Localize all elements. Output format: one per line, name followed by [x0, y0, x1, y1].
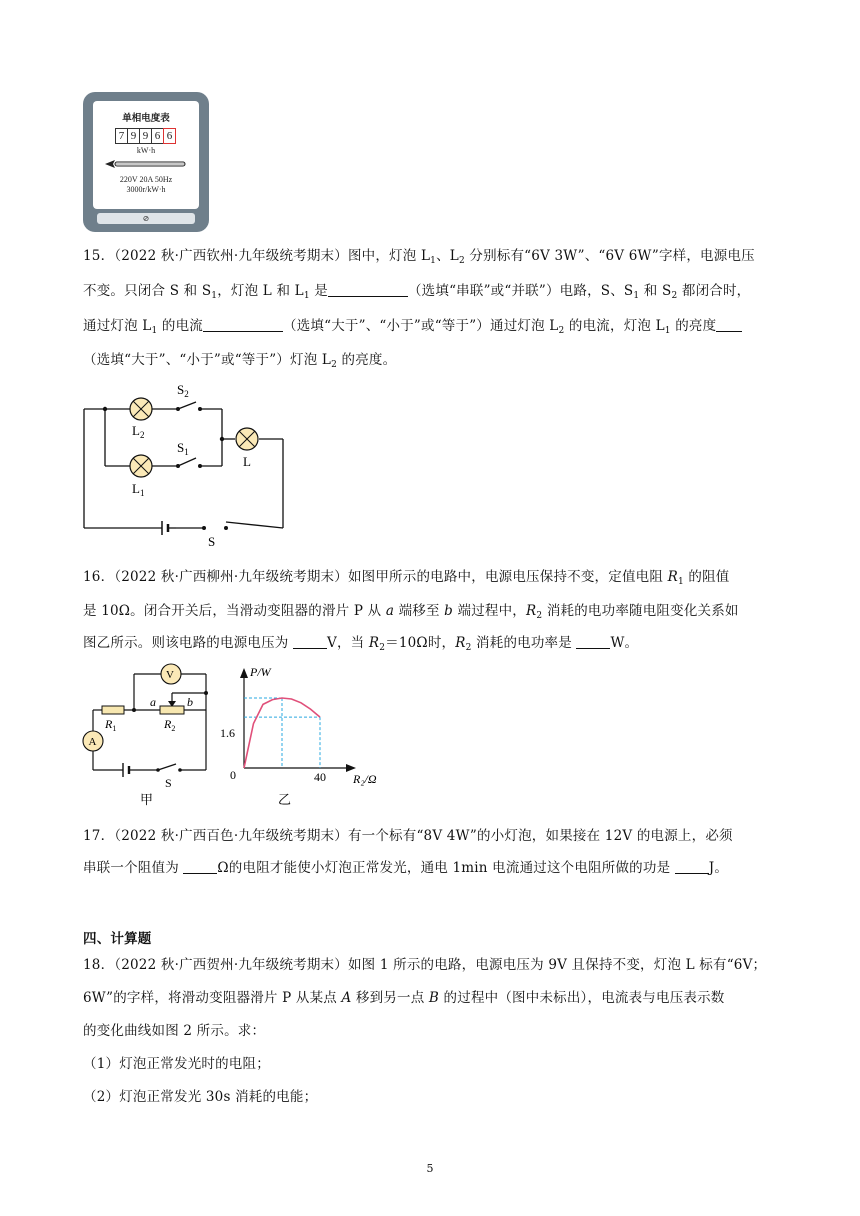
subscript: 2	[558, 326, 565, 336]
meter-digit: 9	[127, 128, 140, 144]
electricity-meter-figure	[83, 92, 209, 232]
answer-blank[interactable]	[293, 634, 327, 649]
label-l1: $L_1$	[132, 481, 145, 498]
label-b: b	[187, 695, 193, 709]
answer-blank[interactable]	[183, 859, 217, 874]
q17-line-1	[83, 826, 733, 846]
subscript: 2	[331, 360, 338, 370]
q15-text: 的亮度	[670, 318, 717, 334]
meter-digit: 7	[115, 128, 128, 144]
subscript: 2	[465, 643, 472, 653]
q16-line-1	[83, 567, 729, 587]
meter-foot	[97, 213, 195, 224]
q18-item-2	[83, 1087, 317, 1107]
q16-text: 消耗的电功率随电阻变化关系如	[542, 603, 739, 619]
meter-spec: 220V 20A 50Hz	[119, 175, 173, 184]
label-s2: $S_2$	[177, 382, 189, 399]
figure-label-yi: 乙	[278, 792, 292, 807]
label-r1: $R_1$	[105, 717, 117, 733]
svg-text:V: V	[166, 669, 174, 681]
answer-blank[interactable]	[203, 317, 283, 332]
q15-text: 的电流，灯泡 L	[564, 318, 665, 334]
figure-label-jia: 甲	[140, 792, 154, 807]
subscript: 1	[677, 577, 684, 587]
subscript: 1	[430, 256, 437, 266]
x-axis-arrow-icon	[346, 764, 356, 772]
label-s: S	[208, 534, 216, 549]
meter-digits	[93, 128, 199, 144]
subscript: 2	[671, 291, 678, 301]
q18-text: 的变化曲线如图 2 所示。求：	[83, 1023, 266, 1039]
label-l: L	[243, 454, 251, 469]
q18-text: 6W”的字样，将滑动变阻器滑片 P 从某点	[83, 990, 342, 1006]
q15-text: 15．（2022 秋·广西钦州·九年级统考期末）图中，灯泡 L	[83, 248, 431, 264]
label-s: S	[165, 776, 172, 790]
y-axis-label: P/W	[250, 665, 271, 679]
subscript: 1	[303, 291, 310, 301]
subscript: 2	[458, 256, 465, 266]
q15-circuit-diagram	[80, 380, 290, 550]
q16-text: 消耗的电功率是	[471, 635, 577, 651]
q15-text: 分别标有“6V 3W”、“6V 6W”字样，电源电压	[464, 248, 755, 264]
meter-digit-decimal: 6	[163, 128, 176, 144]
q16-text: W。	[610, 635, 639, 651]
q17-text: J。	[708, 860, 729, 876]
q15-text: ，灯泡 L 和 L	[217, 283, 304, 299]
origin-label: 0	[230, 768, 236, 782]
meter-unit: kW·h	[136, 146, 156, 155]
q18-text: （2）灯泡正常发光 30s 消耗的电能；	[83, 1089, 318, 1105]
subscript: 2	[536, 611, 543, 621]
q18-item-1	[83, 1054, 270, 1074]
q16-power-chart	[218, 662, 388, 810]
q18-line-2	[83, 988, 725, 1008]
meter-digit: 6	[151, 128, 164, 144]
meter-terminal-icon: ⊘	[142, 214, 150, 223]
q16-var: R	[667, 569, 678, 585]
q15-text: 和 S	[639, 283, 672, 299]
meter-disc-arrow-icon	[101, 158, 191, 170]
label-l2: $L_2$	[132, 423, 145, 440]
meter-constant: 3000r/kW·h	[126, 185, 166, 194]
label-a: a	[150, 695, 156, 709]
q15-text: （选填“大于”、“小于”或“等于”）灯泡 L	[83, 352, 332, 368]
lamp-l-icon	[236, 428, 258, 450]
y-axis-arrow-icon	[240, 668, 248, 678]
q15-text: 不变。只闭合 S 和 S	[83, 283, 212, 299]
lamp-l2-icon	[130, 398, 152, 420]
svg-text:A: A	[88, 736, 97, 748]
q18-text: 的过程中（图中未标出），电流表与电压表示数	[439, 990, 725, 1006]
q16-var: a	[385, 603, 395, 619]
q16-text: 图乙所示。则该电路的电源电压为	[83, 635, 293, 651]
q15-text: 是	[309, 283, 328, 299]
q15-line-4	[83, 350, 396, 370]
meter-digit: 9	[139, 128, 152, 144]
q16-text: 端移至	[394, 603, 445, 619]
q18-text: 18．（2022 秋·广西贺州·九年级统考期末）如图 1 所示的电路，电源电压为 9V 且保持不变，灯泡 L 标有“6V；	[83, 957, 767, 973]
subscript: 1	[211, 291, 218, 301]
q18-text: （1）灯泡正常发光时的电阻；	[83, 1056, 270, 1072]
q16-text: 是 10Ω。闭合开关后，当滑动变阻器的滑片 P 从	[83, 603, 386, 619]
subscript: 1	[633, 291, 640, 301]
q18-var: B	[428, 990, 440, 1006]
lamp-l1-icon	[130, 455, 152, 477]
q18-line-1	[83, 955, 766, 975]
answer-blank[interactable]	[716, 317, 742, 332]
q15-text: 都闭合时，	[677, 283, 751, 299]
meter-face	[93, 101, 199, 209]
q15-text: 的电流	[157, 318, 203, 334]
ammeter-icon	[83, 731, 103, 751]
q16-var: R	[526, 603, 537, 619]
subscript: 2	[379, 643, 386, 653]
q16-text: 16．（2022 秋·广西柳州·九年级统考期末）如图甲所示的电路中，电源电压保持不变，定值电阻	[83, 569, 668, 585]
q15-text: 、L	[436, 248, 459, 264]
subscript: 1	[664, 326, 671, 336]
q15-text: 的亮度。	[337, 352, 397, 368]
q17-text: 串联一个阻值为	[83, 860, 184, 876]
label-r2: $R_2$	[164, 717, 176, 733]
y-tick-label: 1.6	[220, 726, 235, 740]
q18-line-3	[83, 1021, 265, 1041]
q16-var: R	[368, 635, 380, 651]
q16-text: V，当	[327, 635, 369, 651]
q18-text: 移到另一点	[351, 990, 429, 1006]
label-s1: $S_1$	[177, 440, 189, 457]
q16-text: 端过程中，	[453, 603, 527, 619]
q15-text: （选填“大于”、“小于”或“等于”）通过灯泡 L	[283, 318, 559, 334]
answer-blank[interactable]	[328, 282, 408, 297]
q18-var: A	[341, 990, 352, 1006]
q17-text: Ω的电阻才能使小灯泡正常发光，通电 1min 电流通过这个电阻所做的功是	[217, 860, 675, 876]
q15-text: （选填“串联”或“并联”）电路，S、S	[407, 283, 634, 299]
voltmeter-icon	[161, 664, 181, 684]
q17-text: 17．（2022 秋·广西百色·九年级统考期末）有一个标有“8V 4W”的小灯泡，如果接在 12V 的电源上，必须	[83, 828, 733, 844]
answer-blank[interactable]	[675, 859, 709, 874]
q15-line-3	[83, 316, 742, 336]
q16-var: b	[444, 603, 454, 619]
page-number: 5	[426, 1162, 434, 1175]
meter-title: 单相电度表	[122, 113, 170, 124]
q15-text: 通过灯泡 L	[83, 318, 152, 334]
subscript: 1	[151, 326, 158, 336]
q17-line-2	[83, 858, 728, 878]
q15-line-1	[83, 246, 755, 266]
x-tick-label: 40	[314, 770, 326, 784]
answer-blank[interactable]	[576, 634, 610, 649]
q15-line-2	[83, 281, 750, 301]
section-heading: 四、计算题	[83, 931, 152, 947]
q16-var: R	[455, 635, 466, 651]
x-axis-label: R₂/Ω	[353, 772, 377, 786]
q16-text: ＝10Ω时，	[385, 635, 456, 651]
q16-text: 的阻值	[683, 569, 730, 585]
q16-line-3	[83, 633, 638, 653]
q16-line-2	[83, 601, 739, 621]
q16-circuit-jia	[80, 662, 220, 810]
